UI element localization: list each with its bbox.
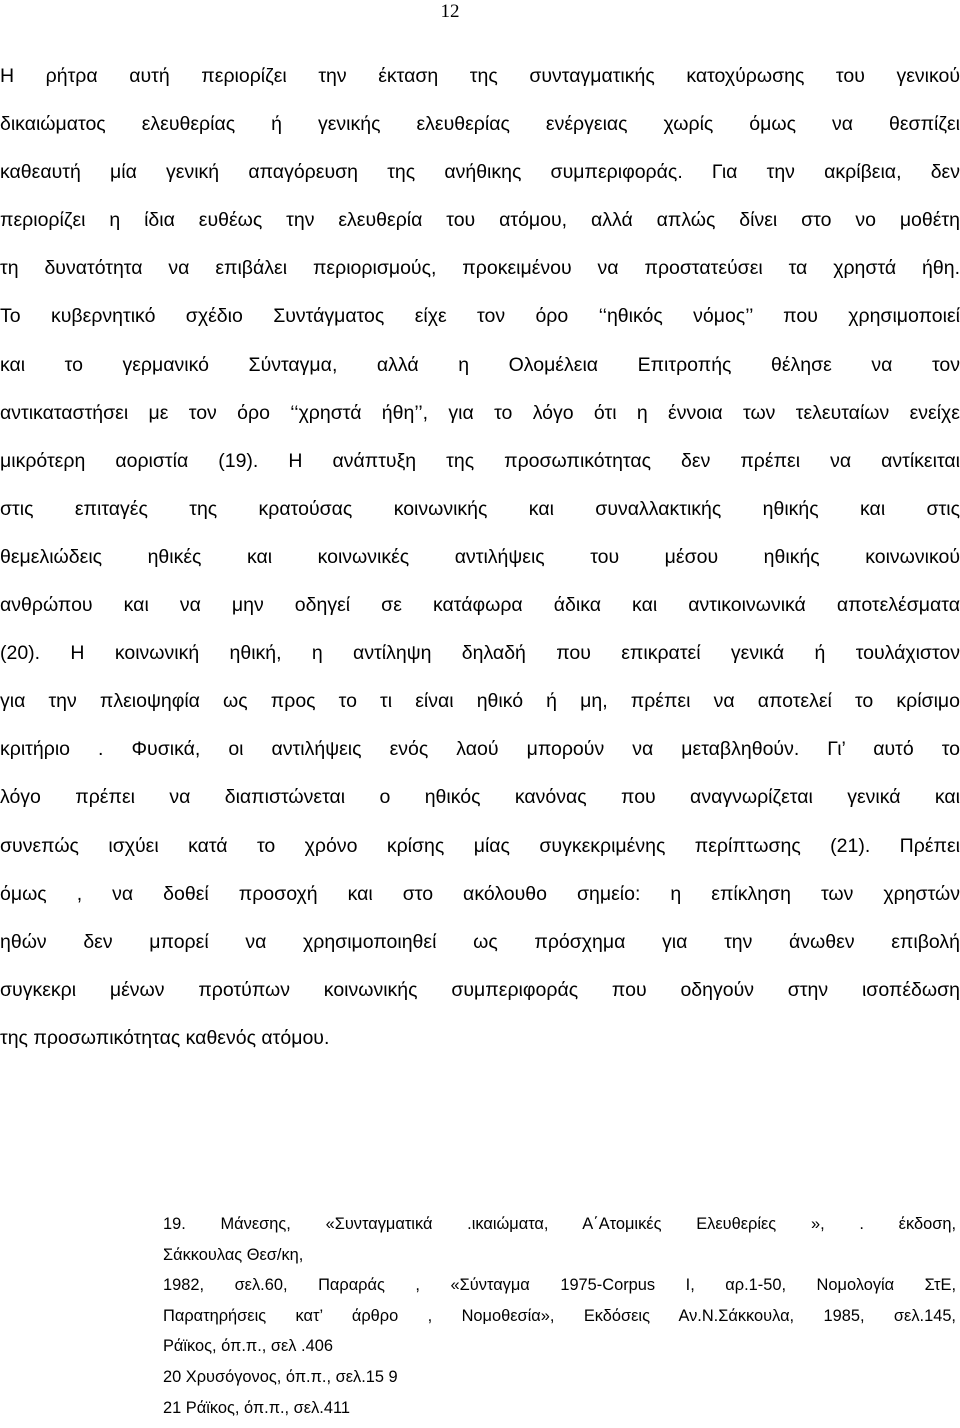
body-line: περιορίζει η ίδια ευθέως την ελευθερία του ατόμου, αλλά απλώς δίνει στο νο μοθέτη <box>0 209 960 232</box>
body-line: θεμελιώδεις ηθικές και κοινωνικές αντιλήψεις του μέσου ηθικής κοινωνικού <box>0 545 960 568</box>
body-line: τη δυνατότητα να επιβάλει περιορισμούς, προκειμένου να προστατεύσει τα χρηστά ήθη. <box>0 257 960 280</box>
body-line: συγκεκρι μένων προτύπων κοινωνικής συμπεριφοράς που οδηγούν στην ισοπέδωση <box>0 978 960 1001</box>
footnote-line: 20 Χρυσόγονος, όπ.π., σελ.15 9 <box>163 1367 398 1386</box>
body-line: λόγο πρέπει να διαπιστώνεται ο ηθικός κανόνας που αναγνωρίζεται γενικά και <box>0 786 960 809</box>
body-line: στις επιταγές της κρατούσας κοινωνικής και συναλλακτικής ηθικής και στις <box>0 497 960 520</box>
body-line: ηθών δεν μπορεί να χρησιμοποιηθεί ως πρόσχημα για την άνωθεν επιβολή <box>0 930 960 953</box>
body-line: δικαιώματος ελευθερίας ή γενικής ελευθερίας ενέργειας χωρίς όμως να θεσπίζει <box>0 113 960 136</box>
footnote-line: Ράϊκος, όπ.π., σελ .406 <box>163 1337 333 1356</box>
footnote-line: Παρατηρήσεις κατ’ άρθρο , Νομοθεσία», Εκδόσεις Αν.Ν.Σάκκουλα, 1985, σελ.145, <box>163 1306 956 1325</box>
page-number: 12 <box>440 1 460 22</box>
body-line: αντικαταστήσει με τον όρο ‘‘χρηστά ήθη’’, για το λόγο ότι η έννοια των τελευταίων ενείχε <box>0 401 960 424</box>
body-line: Η ρήτρα αυτή περιορίζει την έκταση της συνταγματικής κατοχύρωσης του γενικού <box>0 65 960 87</box>
footnotes <box>163 1209 956 1423</box>
footnote-line: 19. Μάνεσης, «Συνταγματικά .ικαιώματα, Α΄Ατομικές Ελευθερίες », . έκδοση, <box>163 1215 956 1233</box>
body-line: Το κυβερνητικό σχέδιο Συντάγματος είχε τον όρο ‘‘ηθικός νόμος’’ που χρησιμοποιεί <box>0 305 960 328</box>
body-line: για την πλειοψηφία ως προς το τι είναι ηθικό ή μη, πρέπει να αποτελεί το κρίσιμο <box>0 690 960 713</box>
footnote-line: 1982, σελ.60, Παραράς , «Σύνταγμα 1975-Corpus I, αρ.1-50, Νομολογία ΣτΕ, <box>163 1276 956 1295</box>
body-line: συνεπώς ισχύει κατά το χρόνο κρίσης μίας συγκεκριμένης περίπτωσης (21). Πρέπει <box>0 834 960 857</box>
footnote-line: Σάκκουλας Θεσ/κη, <box>163 1245 304 1264</box>
body-line: όμως , να δοθεί προσοχή και στο ακόλουθο σημείο: η επίκληση των χρηστών <box>0 882 960 905</box>
body-line: καθεαυτή μία γενική απαγόρευση της ανήθικης συμπεριφοράς. Για την ακρίβεια, δεν <box>0 161 960 184</box>
body-line-last: της προσωπικότητας καθενός ατόμου. <box>0 1026 330 1049</box>
body-line: κριτήριο . Φυσικά, οι αντιλήψεις ενός λαού μπορούν να μεταβληθούν. Γι’ αυτό το <box>0 738 960 761</box>
body-line: (20). Η κοινωνική ηθική, η αντίληψη δηλαδή που επικρατεί γενικά ή τουλάχιστον <box>0 642 960 665</box>
footnote-line: 21 Ράϊκος, όπ.π., σελ.411 <box>163 1398 350 1417</box>
main-body-text <box>0 52 960 1062</box>
body-line: ανθρώπου και να μην οδηγεί σε κατάφωρα άδικα και αντικοινωνικά αποτελέσματα <box>0 594 960 617</box>
body-line: και το γερμανικό Σύνταγμα, αλλά η Ολομέλεια Επιτροπής θέλησε να τον <box>0 353 960 376</box>
body-line: μικρότερη αοριστία (19). Η ανάπτυξη της προσωπικότητας δεν πρέπει να αντίκειται <box>0 449 960 472</box>
